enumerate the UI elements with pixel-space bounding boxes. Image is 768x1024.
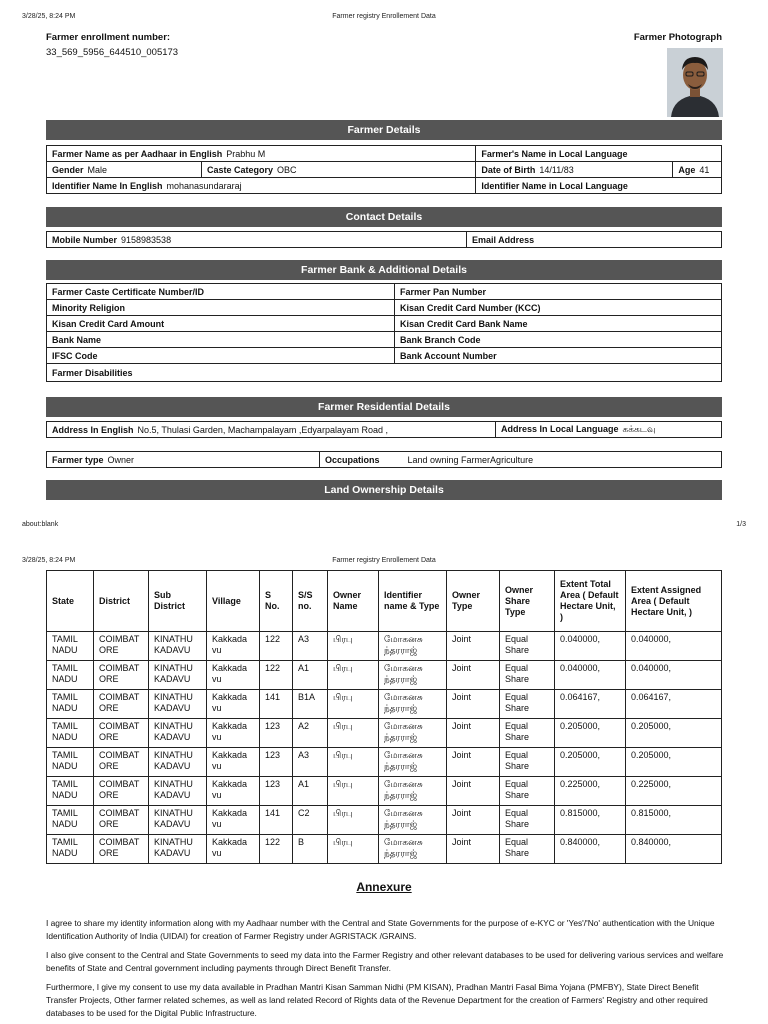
cell-sub-district: KINATHU KADAVU	[149, 835, 207, 864]
kcc-bank-label: Kisan Credit Card Bank Name	[400, 318, 528, 329]
cell-owner-type: Joint	[447, 835, 500, 864]
col-village: Village	[207, 571, 260, 632]
cell-sub-district: KINATHU KADAVU	[149, 719, 207, 748]
addr-local-label: Address In Local Language	[501, 423, 619, 434]
cell-identifier: மோகனசு ந்தரராஜ்	[379, 632, 447, 661]
identifier-en-label: Identifier Name In English	[52, 180, 163, 191]
cell-extent-assigned: 0.840000,	[626, 835, 722, 864]
farmer-details-table	[46, 145, 722, 194]
cell-owner-name: பிரபு	[328, 806, 379, 835]
cell-s-no: 141	[260, 690, 293, 719]
col-s-no: S No.	[260, 571, 293, 632]
print-timestamp: 3/28/25, 8:24 PM	[22, 13, 76, 20]
cell-identifier: மோகனசு ந்தரராஜ்	[379, 777, 447, 806]
cell-extent-total: 0.205000,	[555, 748, 626, 777]
cell-owner-name: பிரபு	[328, 777, 379, 806]
cell-owner-name: பிரபு	[328, 748, 379, 777]
cell-ss-no: A1	[293, 777, 328, 806]
annexure-title-text: Annexure	[356, 880, 412, 894]
table-row	[47, 632, 722, 661]
cell-identifier: மோகனசு ந்தரராஜ்	[379, 748, 447, 777]
cell-owner-share-type: Equal Share	[500, 748, 555, 777]
cell-village: Kakkada vu	[207, 806, 260, 835]
cell-owner-name: பிரபு	[328, 835, 379, 864]
cell-extent-assigned: 0.040000,	[626, 632, 722, 661]
cell-state: TAMIL NADU	[47, 632, 94, 661]
cell-ss-no: C2	[293, 806, 328, 835]
name-en-label: Farmer Name as per Aadhaar in English	[52, 148, 223, 159]
cell-s-no: 123	[260, 719, 293, 748]
age-label: Age	[678, 164, 696, 175]
identifier-en-value: mohanasundararaj	[166, 180, 242, 191]
mobile-label: Mobile Number	[52, 234, 118, 245]
cell-s-no: 141	[260, 806, 293, 835]
table-row	[47, 748, 722, 777]
cell-village: Kakkada vu	[207, 777, 260, 806]
name-en-value: Prabhu M	[226, 148, 266, 159]
cell-owner-type: Joint	[447, 690, 500, 719]
cell-extent-total: 0.040000,	[555, 661, 626, 690]
cell-s-no: 123	[260, 748, 293, 777]
contact-details-table	[46, 231, 722, 248]
identifier-local-label: Identifier Name in Local Language	[481, 180, 628, 191]
farmer-portrait-image	[667, 48, 723, 117]
col-state: State	[47, 571, 94, 632]
cell-owner-share-type: Equal Share	[500, 632, 555, 661]
occupations-label: Occupations	[325, 454, 380, 465]
cell-identifier: மோகனசு ந்தரராஜ்	[379, 719, 447, 748]
caste-cert-label: Farmer Caste Certificate Number/ID	[52, 286, 205, 297]
table-row	[47, 777, 722, 806]
cell-district: COIMBAT ORE	[94, 690, 149, 719]
email-label: Email Address	[472, 234, 535, 245]
farmer-type-label: Farmer type	[52, 454, 104, 465]
kcc-amount-label: Kisan Credit Card Amount	[52, 318, 165, 329]
col-owner-type: Owner Type	[447, 571, 500, 632]
cell-ss-no: A2	[293, 719, 328, 748]
cell-sub-district: KINATHU KADAVU	[149, 748, 207, 777]
cell-sub-district: KINATHU KADAVU	[149, 806, 207, 835]
col-extent-total: Extent Total Area ( Default Hectare Unit, )	[555, 571, 626, 632]
cell-state: TAMIL NADU	[47, 690, 94, 719]
col-sub-district: Sub District	[149, 571, 207, 632]
cell-extent-total: 0.040000,	[555, 632, 626, 661]
cell-village: Kakkada vu	[207, 632, 260, 661]
print-doc-title-page2: Farmer registry Enrollement Data	[332, 557, 436, 564]
section-bank-details: Farmer Bank & Additional Details	[46, 260, 722, 280]
gender-label: Gender	[52, 164, 84, 175]
col-extent-assigned: Extent Assigned Area ( Default Hectare Unit, )	[626, 571, 722, 632]
cell-owner-share-type: Equal Share	[500, 661, 555, 690]
cell-owner-share-type: Equal Share	[500, 690, 555, 719]
cell-extent-assigned: 0.205000,	[626, 719, 722, 748]
section-land-details: Land Ownership Details	[46, 480, 722, 500]
pan-label: Farmer Pan Number	[400, 286, 487, 297]
table-row	[47, 835, 722, 864]
farmer-type-value: Owner	[107, 454, 135, 465]
cell-identifier: மோகனசு ந்தரராஜ்	[379, 835, 447, 864]
farmer-photograph	[667, 48, 723, 117]
cell-state: TAMIL NADU	[47, 719, 94, 748]
addr-en-value: No.5, Thulasi Garden, Machampalayam ,Edyarpalayam Road ,	[137, 424, 388, 435]
annexure-title	[0, 880, 768, 894]
cell-district: COIMBAT ORE	[94, 806, 149, 835]
kcc-label: Kisan Credit Card Number (KCC)	[400, 302, 541, 313]
age-value: 41	[699, 164, 710, 175]
land-ownership-table	[46, 570, 722, 864]
table-row	[47, 690, 722, 719]
cell-extent-total: 0.225000,	[555, 777, 626, 806]
caste-value: OBC	[277, 164, 297, 175]
cell-extent-assigned: 0.040000,	[626, 661, 722, 690]
page-number: 1/3	[736, 521, 746, 528]
table-row	[47, 661, 722, 690]
cell-district: COIMBAT ORE	[94, 661, 149, 690]
caste-label: Caste Category	[207, 164, 274, 175]
cell-sub-district: KINATHU KADAVU	[149, 632, 207, 661]
annexure-para-3: Furthermore, I give my consent to use my data available in Pradhan Mantri Kisan Samman Nidhi (PM KISAN), Pradhan Mantri Fasal Bima Yojana (PMFBY), State Direct Benefit Transfer Projects, Other farmer related schemes, as well as land related Record of Rights data of the Revenue Department for the creation of Farmers' Registry and other required databases to be used for the Digital Public Infrastructure.	[46, 982, 708, 1018]
annexure-para-2: I also give consent to the Central and State Governments to seed my data into the Farmer Registry and other relevant databases to be used for delivering various services and welfare benefits of State and Central government including payments through Direct Benefit Transfer.	[46, 950, 724, 973]
branch-code-label: Bank Branch Code	[400, 334, 481, 345]
land-table-body	[47, 632, 722, 864]
col-owner-name: Owner Name	[328, 571, 379, 632]
cell-extent-assigned: 0.064167,	[626, 690, 722, 719]
cell-owner-type: Joint	[447, 748, 500, 777]
mobile-value: 9158983538	[121, 234, 172, 245]
cell-district: COIMBAT ORE	[94, 748, 149, 777]
photo-label: Farmer Photograph	[633, 32, 722, 43]
enrollment-label: Farmer enrollment number:	[46, 32, 171, 43]
table-row	[47, 806, 722, 835]
cell-district: COIMBAT ORE	[94, 777, 149, 806]
cell-extent-total: 0.205000,	[555, 719, 626, 748]
cell-village: Kakkada vu	[207, 719, 260, 748]
cell-ss-no: A3	[293, 748, 328, 777]
cell-owner-type: Joint	[447, 719, 500, 748]
residential-address-table	[46, 421, 722, 438]
cell-state: TAMIL NADU	[47, 806, 94, 835]
cell-owner-share-type: Equal Share	[500, 719, 555, 748]
cell-state: TAMIL NADU	[47, 777, 94, 806]
occupations-value: Land owning FarmerAgriculture	[407, 454, 534, 465]
table-row	[47, 719, 722, 748]
cell-ss-no: B	[293, 835, 328, 864]
enrollment-number: 33_569_5956_644510_005173	[46, 47, 179, 58]
cell-state: TAMIL NADU	[47, 661, 94, 690]
cell-s-no: 122	[260, 661, 293, 690]
minority-label: Minority Religion	[52, 302, 125, 313]
cell-s-no: 122	[260, 632, 293, 661]
ifsc-label: IFSC Code	[52, 350, 98, 361]
cell-extent-total: 0.815000,	[555, 806, 626, 835]
cell-owner-share-type: Equal Share	[500, 806, 555, 835]
cell-sub-district: KINATHU KADAVU	[149, 690, 207, 719]
print-doc-title: Farmer registry Enrollement Data	[332, 13, 436, 20]
col-owner-share-type: Owner Share Type	[500, 571, 555, 632]
cell-ss-no: A1	[293, 661, 328, 690]
page-footer-url: about:blank	[22, 521, 59, 528]
cell-sub-district: KINATHU KADAVU	[149, 777, 207, 806]
cell-extent-total: 0.840000,	[555, 835, 626, 864]
dob-label: Date of Birth	[481, 164, 536, 175]
cell-ss-no: A3	[293, 632, 328, 661]
cell-owner-name: பிரபு	[328, 690, 379, 719]
cell-village: Kakkada vu	[207, 835, 260, 864]
cell-owner-type: Joint	[447, 632, 500, 661]
cell-identifier: மோகனசு ந்தரராஜ்	[379, 806, 447, 835]
cell-s-no: 123	[260, 777, 293, 806]
cell-owner-share-type: Equal Share	[500, 777, 555, 806]
cell-owner-name: பிரபு	[328, 719, 379, 748]
print-timestamp-page2: 3/28/25, 8:24 PM	[22, 557, 76, 564]
cell-identifier: மோகனசு ந்தரராஜ்	[379, 690, 447, 719]
disabilities-label: Farmer Disabilities	[52, 367, 133, 378]
cell-village: Kakkada vu	[207, 690, 260, 719]
cell-district: COIMBAT ORE	[94, 632, 149, 661]
col-district: District	[94, 571, 149, 632]
section-farmer-details: Farmer Details	[46, 120, 722, 140]
cell-extent-total: 0.064167,	[555, 690, 626, 719]
account-label: Bank Account Number	[400, 350, 497, 361]
addr-en-label: Address In English	[52, 424, 134, 435]
section-contact-details: Contact Details	[46, 207, 722, 227]
cell-owner-type: Joint	[447, 806, 500, 835]
cell-extent-assigned: 0.205000,	[626, 748, 722, 777]
cell-owner-name: பிரபு	[328, 661, 379, 690]
bank-details-table	[46, 283, 722, 382]
cell-village: Kakkada vu	[207, 661, 260, 690]
gender-value: Male	[87, 164, 108, 175]
cell-owner-share-type: Equal Share	[500, 835, 555, 864]
cell-ss-no: B1A	[293, 690, 328, 719]
cell-extent-assigned: 0.225000,	[626, 777, 722, 806]
cell-extent-assigned: 0.815000,	[626, 806, 722, 835]
addr-local-value: கக்கடவு	[622, 423, 656, 434]
cell-village: Kakkada vu	[207, 748, 260, 777]
dob-value: 14/11/83	[539, 164, 574, 175]
cell-identifier: மோகனசு ந்தரராஜ்	[379, 661, 447, 690]
cell-district: COIMBAT ORE	[94, 719, 149, 748]
bank-name-label: Bank Name	[52, 334, 102, 345]
land-table-header-row	[47, 571, 722, 632]
cell-district: COIMBAT ORE	[94, 835, 149, 864]
name-local-label: Farmer's Name in Local Language	[481, 148, 628, 159]
cell-owner-type: Joint	[447, 661, 500, 690]
col-identifier: Identifier name & Type	[379, 571, 447, 632]
annexure-para-1: I agree to share my identity information along with my Aadhaar number with the Central and State Governments for the purpose of e-KYC or 'Yes'/'No' authentication with the Unique Identification Authority of India (UIDAI) for creation of Farmer Registry under AGRISTACK /GRAINS.	[46, 918, 715, 941]
section-residential-details: Farmer Residential Details	[46, 397, 722, 417]
cell-sub-district: KINATHU KADAVU	[149, 661, 207, 690]
cell-owner-name: பிரபு	[328, 632, 379, 661]
cell-owner-type: Joint	[447, 777, 500, 806]
cell-state: TAMIL NADU	[47, 748, 94, 777]
cell-state: TAMIL NADU	[47, 835, 94, 864]
cell-s-no: 122	[260, 835, 293, 864]
farmer-type-table	[46, 451, 722, 468]
col-ss-no: S/S no.	[293, 571, 328, 632]
